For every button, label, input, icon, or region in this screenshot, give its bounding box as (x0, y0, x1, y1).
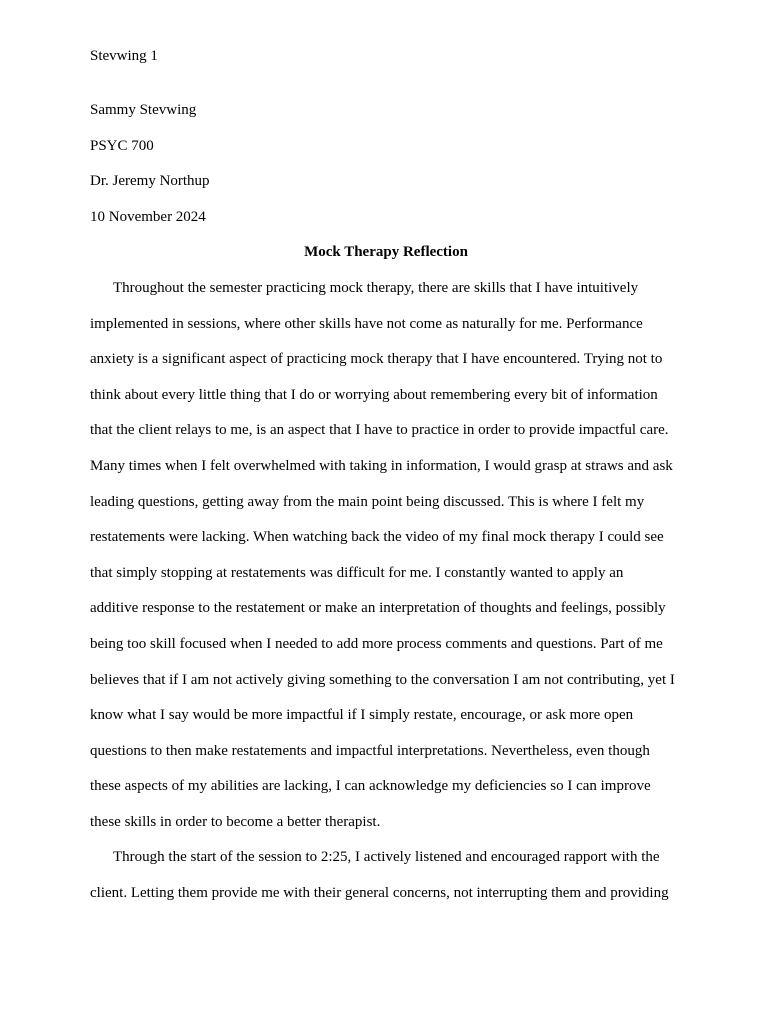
paragraph-line: Throughout the semester practicing mock therapy, there are skills that I have intuitively (113, 279, 639, 296)
paragraph-1 (90, 271, 682, 841)
paragraph-line: these aspects of my abilities are lacking, I can acknowledge my deficiencies so I can improve (90, 778, 651, 795)
document-body (90, 93, 682, 912)
paragraph-line: these skills in order to become a better therapist. (90, 813, 381, 830)
paragraph-line: Through the start of the session to 2:25, I actively listened and encouraged rapport with the (113, 849, 660, 866)
paragraph-line: believes that if I am not actively giving something to the conversation I am not contributing, yet I (90, 671, 675, 688)
student-name: Sammy Stevwing (90, 102, 197, 118)
paragraph-line: questions to then make restatements and impactful interpretations. Nevertheless, even though (90, 742, 650, 759)
document-title: Mock Therapy Reflection (304, 244, 468, 261)
paragraph-line: leading questions, getting away from the main point being discussed. This is where I felt my (90, 493, 645, 510)
running-head: Stevwing 1 (90, 48, 158, 64)
paragraph-line: anxiety is a significant aspect of practicing mock therapy that I have encountered. Trying not to (90, 351, 663, 368)
paragraph-line: implemented in sessions, where other skills have not come as naturally for me. Performance (90, 315, 643, 332)
paragraph-line: know what I say would be more impactful if I simply restate, encourage, or ask more open (90, 707, 634, 724)
paragraph-line: Many times when I felt overwhelmed with taking in information, I would grasp at straws and ask (90, 457, 673, 474)
paragraph-line: client. Letting them provide me with their general concerns, not interrupting them and providing (90, 885, 669, 902)
paragraph-line: additive response to the restatement or make an interpretation of thoughts and feelings, possibly (90, 600, 666, 617)
paragraph-line: restatements were lacking. When watching back the video of my final mock therapy I could see (90, 529, 664, 546)
paragraph-2 (90, 840, 682, 911)
document-date: 10 November 2024 (90, 208, 206, 225)
course-name: PSYC 700 (90, 137, 154, 154)
paragraph-line: being too skill focused when I needed to add more process comments and questions. Part of me (90, 635, 663, 652)
paragraph-line: that the client relays to me, is an aspect that I have to practice in order to provide impactful care. (90, 422, 669, 439)
paragraph-line: think about every little thing that I do or worrying about remembering every bit of information (90, 386, 658, 403)
paragraph-line: that simply stopping at restatements was difficult for me. I constantly wanted to apply an (90, 564, 624, 581)
instructor-name: Dr. Jeremy Northup (90, 173, 210, 190)
